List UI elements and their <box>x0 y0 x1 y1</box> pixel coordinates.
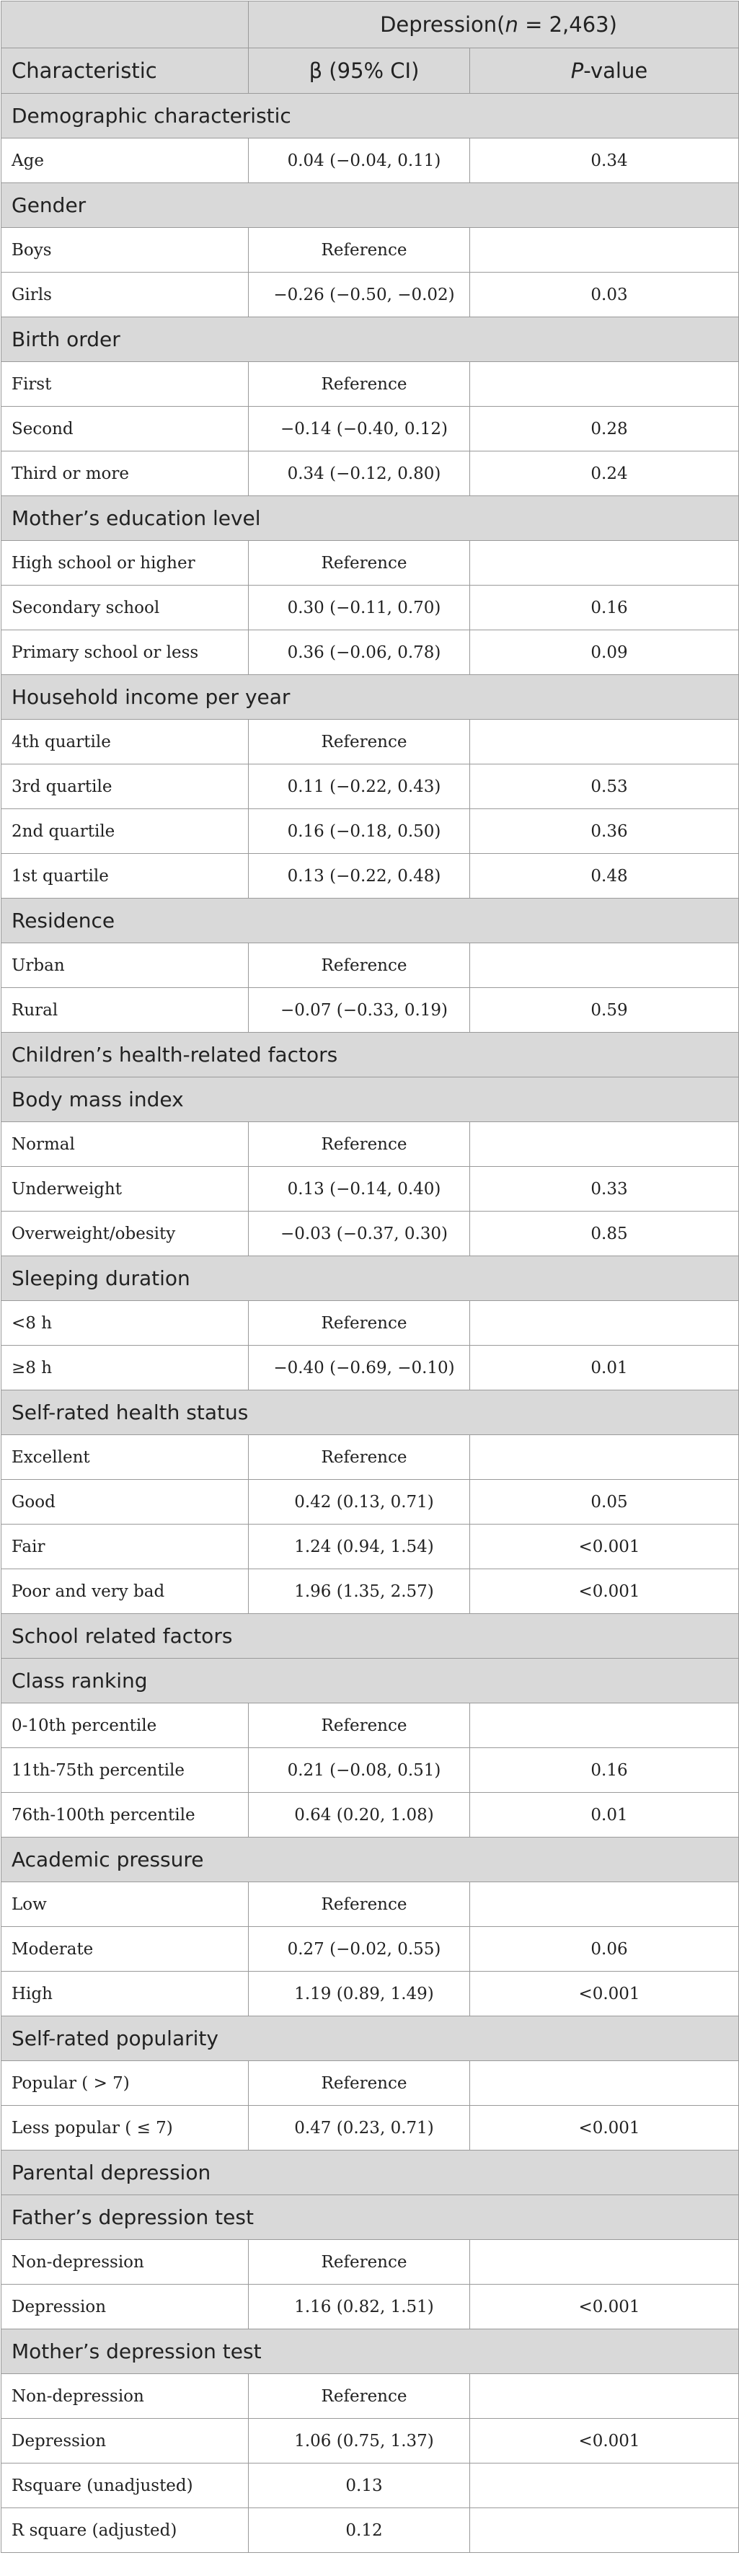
p-value-cell <box>470 541 739 586</box>
table-row <box>1 1882 739 1927</box>
characteristic-cell: Secondary school <box>1 586 249 630</box>
characteristic-cell: High <box>1 1972 249 2016</box>
regression-table <box>1 1 739 2553</box>
p-value-cell: <0.001 <box>470 1525 739 1569</box>
characteristic-cell: 0-10th percentile <box>1 1703 249 1748</box>
table-row <box>1 138 739 183</box>
p-value-cell <box>470 2240 739 2285</box>
characteristic-cell: Normal <box>1 1122 249 1167</box>
characteristic-cell: Girls <box>1 273 249 317</box>
table-row <box>1 2374 739 2419</box>
beta-ci-cell: −0.26 (−0.50, −0.02) <box>249 273 470 317</box>
table-row <box>1 407 739 451</box>
p-value-cell <box>470 2061 739 2106</box>
table-row <box>1 764 739 809</box>
beta-ci-cell: Reference <box>249 228 470 273</box>
characteristic-cell: High school or higher <box>1 541 249 586</box>
beta-ci-cell: 0.64 (0.20, 1.08) <box>249 1793 470 1838</box>
beta-ci-cell: 0.47 (0.23, 0.71) <box>249 2106 470 2151</box>
characteristic-cell: Fair <box>1 1525 249 1569</box>
characteristic-cell: Third or more <box>1 451 249 496</box>
characteristic-cell: R square (adjusted) <box>1 2508 249 2553</box>
section-label: Father’s depression test <box>1 2195 739 2240</box>
beta-ci-cell: Reference <box>249 2374 470 2419</box>
section-header-row <box>1 2329 739 2374</box>
beta-ci-cell: 0.21 (−0.08, 0.51) <box>249 1748 470 1793</box>
group-suffix: = 2,463) <box>518 12 617 37</box>
characteristic-cell: Overweight/obesity <box>1 1212 249 1256</box>
beta-ci-cell: Reference <box>249 2061 470 2106</box>
section-header-row <box>1 1033 739 1077</box>
beta-ci-cell: 0.04 (−0.04, 0.11) <box>249 138 470 183</box>
characteristic-cell: 2nd quartile <box>1 809 249 854</box>
p-value-cell: 0.16 <box>470 1748 739 1793</box>
section-header-row <box>1 1614 739 1659</box>
table-row <box>1 1435 739 1480</box>
beta-ci-cell: Reference <box>249 2240 470 2285</box>
section-label: Academic pressure <box>1 1838 739 1882</box>
group-prefix: Depression( <box>380 12 505 37</box>
p-value-cell: 0.06 <box>470 1927 739 1972</box>
p-value-cell: <0.001 <box>470 2106 739 2151</box>
p-value-cell <box>470 2463 739 2508</box>
table-row <box>1 1927 739 1972</box>
section-label: Gender <box>1 183 739 228</box>
beta-ci-cell: 0.11 (−0.22, 0.43) <box>249 764 470 809</box>
characteristic-cell: Underweight <box>1 1167 249 1212</box>
beta-ci-cell: 1.24 (0.94, 1.54) <box>249 1525 470 1569</box>
characteristic-cell: Good <box>1 1480 249 1525</box>
header-row-group <box>1 1 739 48</box>
header-beta: β (95% CI) <box>249 48 470 94</box>
table-row <box>1 1122 739 1167</box>
p-value-cell: 0.28 <box>470 407 739 451</box>
table-row <box>1 2061 739 2106</box>
p-value-cell: 0.09 <box>470 630 739 675</box>
section-label: Residence <box>1 899 739 943</box>
characteristic-cell: 4th quartile <box>1 720 249 764</box>
p-value-cell <box>470 1435 739 1480</box>
section-label: Class ranking <box>1 1659 739 1703</box>
table-row <box>1 586 739 630</box>
table-row <box>1 1793 739 1838</box>
table-row <box>1 451 739 496</box>
beta-ci-cell: Reference <box>249 1122 470 1167</box>
p-value-cell: 0.01 <box>470 1346 739 1390</box>
p-value-cell: 0.03 <box>470 273 739 317</box>
table-row <box>1 228 739 273</box>
characteristic-cell: Low <box>1 1882 249 1927</box>
beta-ci-cell: 1.06 (0.75, 1.37) <box>249 2419 470 2463</box>
characteristic-cell: 11th-75th percentile <box>1 1748 249 1793</box>
table-row <box>1 1748 739 1793</box>
p-value-cell <box>470 943 739 988</box>
table-row <box>1 809 739 854</box>
p-value-cell: 0.85 <box>470 1212 739 1256</box>
beta-ci-cell: 1.96 (1.35, 2.57) <box>249 1569 470 1614</box>
characteristic-cell: 76th-100th percentile <box>1 1793 249 1838</box>
section-label: Mother’s education level <box>1 496 739 541</box>
section-header-row <box>1 317 739 362</box>
header-depression-group <box>249 1 739 48</box>
section-header-row <box>1 1256 739 1301</box>
section-header-row <box>1 2151 739 2195</box>
p-value-cell: 0.16 <box>470 586 739 630</box>
beta-ci-cell: Reference <box>249 1435 470 1480</box>
beta-ci-cell: 1.19 (0.89, 1.49) <box>249 1972 470 2016</box>
beta-ci-cell: 0.13 (−0.22, 0.48) <box>249 854 470 899</box>
characteristic-cell: Urban <box>1 943 249 988</box>
characteristic-cell: Age <box>1 138 249 183</box>
table-row <box>1 630 739 675</box>
section-header-row <box>1 675 739 720</box>
section-label: Body mass index <box>1 1077 739 1122</box>
section-label: Demographic characteristic <box>1 94 739 138</box>
table-row <box>1 1212 739 1256</box>
characteristic-cell: Second <box>1 407 249 451</box>
p-value-cell <box>470 228 739 273</box>
table-row <box>1 1703 739 1748</box>
characteristic-cell: Poor and very bad <box>1 1569 249 1614</box>
p-value-cell <box>470 1703 739 1748</box>
beta-ci-cell: 0.27 (−0.02, 0.55) <box>249 1927 470 1972</box>
section-header-row <box>1 899 739 943</box>
table-row <box>1 1569 739 1614</box>
table-row <box>1 1301 739 1346</box>
section-label: Children’s health-related factors <box>1 1033 739 1077</box>
p-value-cell: <0.001 <box>470 1972 739 2016</box>
characteristic-cell: Rsquare (unadjusted) <box>1 2463 249 2508</box>
p-value-cell: <0.001 <box>470 1569 739 1614</box>
section-label: Birth order <box>1 317 739 362</box>
p-value-cell <box>470 362 739 407</box>
p-value-cell <box>470 1882 739 1927</box>
beta-ci-cell: Reference <box>249 943 470 988</box>
beta-ci-cell: 0.16 (−0.18, 0.50) <box>249 809 470 854</box>
beta-ci-cell: Reference <box>249 1703 470 1748</box>
beta-ci-cell: −0.07 (−0.33, 0.19) <box>249 988 470 1033</box>
beta-ci-cell: Reference <box>249 1301 470 1346</box>
characteristic-cell: Boys <box>1 228 249 273</box>
beta-ci-cell: −0.03 (−0.37, 0.30) <box>249 1212 470 1256</box>
beta-ci-cell: −0.40 (−0.69, −0.10) <box>249 1346 470 1390</box>
characteristic-cell: 1st quartile <box>1 854 249 899</box>
characteristic-cell: Moderate <box>1 1927 249 1972</box>
characteristic-cell: Less popular ( ≤ 7) <box>1 2106 249 2151</box>
table-row <box>1 1346 739 1390</box>
p-value-cell: 0.24 <box>470 451 739 496</box>
p-value-cell <box>470 1122 739 1167</box>
header-row-columns <box>1 48 739 94</box>
beta-ci-cell: Reference <box>249 362 470 407</box>
beta-ci-cell: Reference <box>249 720 470 764</box>
table-row <box>1 943 739 988</box>
p-value-cell: 0.01 <box>470 1793 739 1838</box>
beta-ci-cell: 0.13 <box>249 2463 470 2508</box>
beta-ci-cell: −0.14 (−0.40, 0.12) <box>249 407 470 451</box>
table-row <box>1 2463 739 2508</box>
section-label: School related factors <box>1 1614 739 1659</box>
table-row <box>1 2285 739 2329</box>
group-n-label: n <box>505 12 518 37</box>
section-label: Sleeping duration <box>1 1256 739 1301</box>
header-p-letter: P <box>570 58 584 83</box>
beta-ci-cell: 1.16 (0.82, 1.51) <box>249 2285 470 2329</box>
section-header-row <box>1 1390 739 1435</box>
table-row <box>1 541 739 586</box>
p-value-cell <box>470 2374 739 2419</box>
table-row <box>1 2419 739 2463</box>
beta-ci-cell: 0.36 (−0.06, 0.78) <box>249 630 470 675</box>
table-row <box>1 362 739 407</box>
p-value-cell: 0.59 <box>470 988 739 1033</box>
p-value-cell: <0.001 <box>470 2285 739 2329</box>
characteristic-cell: First <box>1 362 249 407</box>
section-header-row <box>1 183 739 228</box>
section-header-row <box>1 1659 739 1703</box>
table-row <box>1 1525 739 1569</box>
beta-ci-cell: 0.12 <box>249 2508 470 2553</box>
header-corner-cell <box>1 1 249 48</box>
p-value-cell: 0.05 <box>470 1480 739 1525</box>
beta-ci-cell: 0.34 (−0.12, 0.80) <box>249 451 470 496</box>
section-label: Self-rated popularity <box>1 2016 739 2061</box>
p-value-cell: 0.34 <box>470 138 739 183</box>
beta-ci-cell: 0.13 (−0.14, 0.40) <box>249 1167 470 1212</box>
characteristic-cell: Depression <box>1 2285 249 2329</box>
characteristic-cell: Excellent <box>1 1435 249 1480</box>
p-value-cell: 0.36 <box>470 809 739 854</box>
characteristic-cell: ≥8 h <box>1 1346 249 1390</box>
p-value-cell: 0.48 <box>470 854 739 899</box>
p-value-cell: 0.53 <box>470 764 739 809</box>
section-header-row <box>1 1077 739 1122</box>
table-row <box>1 2106 739 2151</box>
p-value-cell <box>470 720 739 764</box>
section-header-row <box>1 2195 739 2240</box>
table-row <box>1 854 739 899</box>
characteristic-cell: Popular ( > 7) <box>1 2061 249 2106</box>
beta-ci-cell: Reference <box>249 1882 470 1927</box>
beta-ci-cell: 0.30 (−0.11, 0.70) <box>249 586 470 630</box>
characteristic-cell: Non-depression <box>1 2374 249 2419</box>
section-label: Parental depression <box>1 2151 739 2195</box>
table-row <box>1 1167 739 1212</box>
section-label: Mother’s depression test <box>1 2329 739 2374</box>
characteristic-cell: Rural <box>1 988 249 1033</box>
characteristic-cell: 3rd quartile <box>1 764 249 809</box>
section-label: Self-rated health status <box>1 1390 739 1435</box>
characteristic-cell: <8 h <box>1 1301 249 1346</box>
characteristic-cell: Depression <box>1 2419 249 2463</box>
table-row <box>1 2508 739 2553</box>
header-characteristic: Characteristic <box>1 48 249 94</box>
section-header-row <box>1 496 739 541</box>
p-value-cell <box>470 2508 739 2553</box>
table-row <box>1 273 739 317</box>
table-row <box>1 2240 739 2285</box>
characteristic-cell: Primary school or less <box>1 630 249 675</box>
section-header-row <box>1 2016 739 2061</box>
header-p-value <box>470 48 739 94</box>
p-value-cell <box>470 1301 739 1346</box>
table-row <box>1 988 739 1033</box>
header-p-suffix: -value <box>583 58 648 83</box>
p-value-cell: <0.001 <box>470 2419 739 2463</box>
section-label: Household income per year <box>1 675 739 720</box>
beta-ci-cell: 0.42 (0.13, 0.71) <box>249 1480 470 1525</box>
table-row <box>1 720 739 764</box>
characteristic-cell: Non-depression <box>1 2240 249 2285</box>
p-value-cell: 0.33 <box>470 1167 739 1212</box>
section-header-row <box>1 94 739 138</box>
beta-ci-cell: Reference <box>249 541 470 586</box>
table-row <box>1 1972 739 2016</box>
section-header-row <box>1 1838 739 1882</box>
table-row <box>1 1480 739 1525</box>
